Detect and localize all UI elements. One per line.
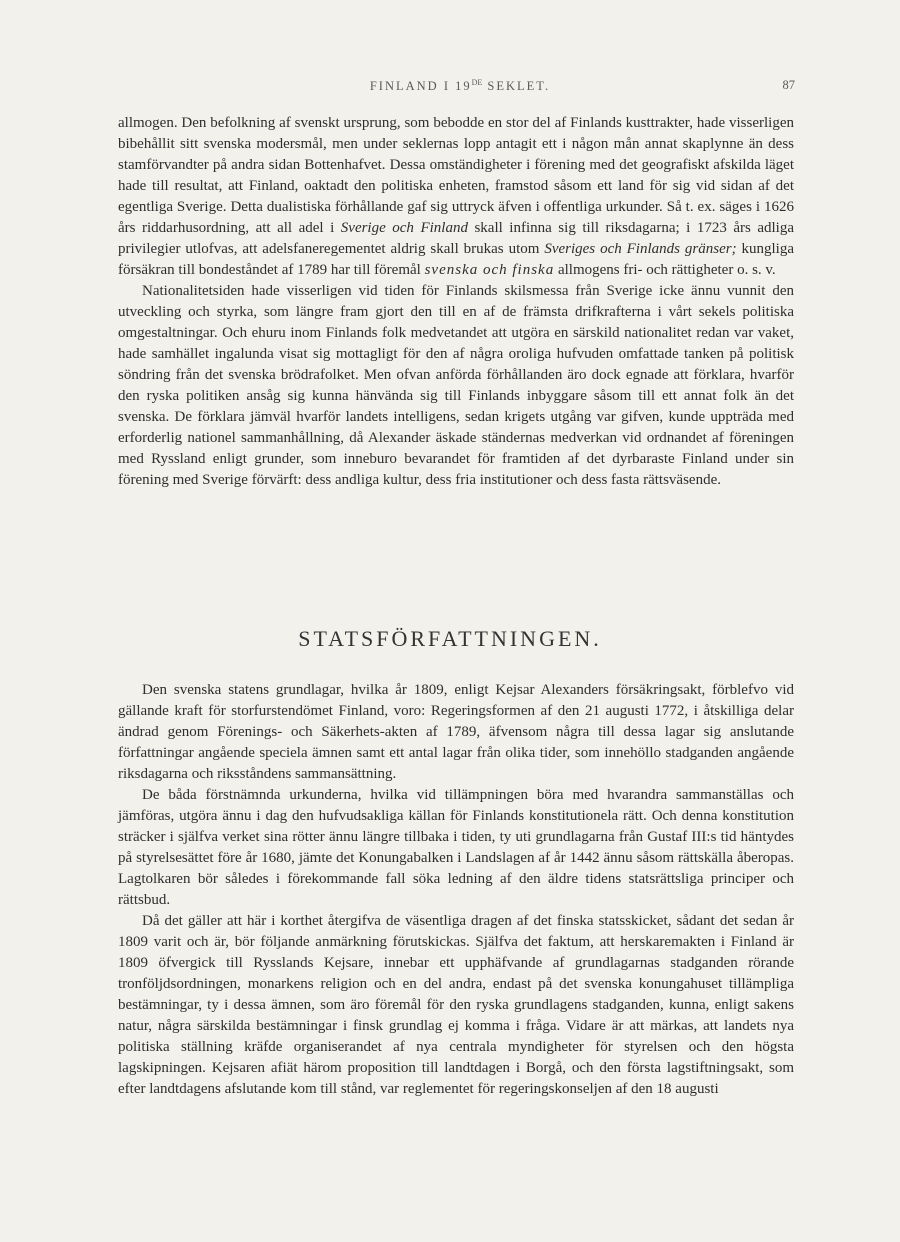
- running-head: [125, 78, 795, 102]
- paragraph-4: De båda förstnämnda urkunderna, hvilka vid tillämpningen böra med hvarandra sammanställas och jämföras, utgöra ännu i dag den hufvudsakliga källan för Finlands konstitutionela rätt. Och denna konstitution sträcker i själfva verket sina rötter ännu längre tillbaka i tiden, ty uti grundlagarna från Gustaf III:s tid häntydes på styrelsesättet före år 1680, jämte det Konungabalken i Landslagen af år 1442 ännu såsom rättskälla åberopas. Lagtolkaren bör således i förekommande fall söka ledning af den äldre tidens statsrättsliga principer och rättsbud.: [118, 787, 794, 908]
- running-head-title: [125, 78, 795, 94]
- paragraph-5: Då det gäller att här i korthet återgifva de väsentliga dragen af det finska statsskicket, sådant det sedan år 1809 varit och är, bör följande anmärkning förutskickas. Själfva det faktum, att herskaremakten i Finland är 1809 öfvergick till Rysslands Kejsare, innebar ett upphäfvande af grundlagarnas stadganden rörande tronföljdsordningen, monarkens religion och en del andra, endast på det svenska konungahuset tillämpliga bestämningar, ty i dessa ämnen, som äro föremål för den ryska grundlagens stadganden, kunna, enligt sakens natur, några särskilda bestämningar i finsk grundlag ej komma i fråga. Vidare är att märkas, att landets nya politiska ställning kräfde organiserandet af nya centrala myndigheter för styrelsen och den högsta lagskipningen. Kejsaren afiät härom proposition till landtdagen i Borgå, och den första lagstiftningsakt, som efter landtdagens afslutande kom till stånd, var reglementet för regeringskonseljen af den 18 augusti: [118, 913, 794, 1097]
- italic-svenska-och-finska: svenska och finska: [424, 262, 555, 278]
- paragraph-2: Nationalitetsiden hade visserligen vid tiden för Finlands skilsmessa från Sverige icke ännu vunnit den utveckling och styrka, som längre fram gjort den till en af de främsta drifkrafterna i vårt sekels politiska omgestaltningar. Och ehuru inom Finlands folk medvetandet att utgöra en särskild nationalitet redan var vaket, hade samhället ingalunda visat sig mottagligt för den af några oroliga hufvuden omfattade tanken på politisk söndring från det svenska brödrafolket. Men ofvan anförda förhållanden äro dock egnade att förklara, hvarför den ryska politiken ansåg sig kunna hänvända sig till Finlands inbyggare såsom till ett annat folk än det svenska. De förklara jämväl hvarför landets intelligens, sedan krigets utgång var gifven, kunde uppträda med erforderlig nationel sammanhållning, då Alexander äskade ständernas medverkan vid ordnandet af föreningen med Ryssland enligt grunder, som inneburo bevarandet för framtiden af det dyrbaraste Finland under sin förening med Sverige förvärft: dess andliga kultur, dess fria institutioner och dess fasta rättsväsende.: [118, 283, 794, 488]
- running-head-title-suffix: SEKLET.: [482, 79, 551, 94]
- paragraph-3: Den svenska statens grundlagar, hvilka år 1809, enligt Kejsar Alexanders försäkringsakt, förblefvo vid gällande kraft för storfurstendömet Finland, voro: Regeringsformen af den 21 augusti 1772, i åtskilliga delar ändrad genom Förenings- och Säkerhets-akten af 1789, äfvensom några till dessa lagar sig anslutande författningar angående speciela ämnen samt ett antal lagar från olika tider, som innehöllo stadganden angående riksdagarna och riksståndens sammansättning.: [118, 682, 794, 782]
- section-intro: [118, 113, 794, 491]
- page-number: 87: [782, 78, 795, 92]
- paragraph-1-text-c: skall infinna sig till riksdagarna; i 1723 års adliga privilegier utlofvas, att adelsfaneregementet aldrig skall brukas utom: [118, 220, 795, 257]
- section-heading: STATSFÖRFATTNINGEN.: [298, 626, 602, 651]
- paragraph-1-text-a: allmogen. Den befolkning af svenskt ursprung, som bebodde en stor del af Finlands kusttrakter, hade visserligen bibehållit sitt svenska modersmål, men under seklernas lopp antagit ett i någon mån annat skaplynne än dess stamförvandter på andra sidan Bottenhafvet. Dessa omständigheter i förening med det geografiskt afskilda läget hade till resultat, att Finland, oaktadt den politiska enheten, framstod såsom ett land för sig vid sidan af det egentliga Sverige. Detta dualistiska förhållande gaf sig uttryck äfven i offentliga urkunder. Så t. ex. säges i 1626 års riddarhusordning, att all adel i: [118, 115, 794, 236]
- paragraph-1: [118, 113, 794, 281]
- italic-sveriges-och-finlands: Sveriges och Finlands gränser;: [544, 241, 737, 257]
- running-head-superscript: DE: [471, 78, 483, 87]
- running-head-title-text: FINLAND I 19: [369, 79, 472, 94]
- paragraph-1-text-g: allmogens fri- och rättigheter o. s. v.: [554, 262, 776, 278]
- section-statsforfattningen: [118, 680, 794, 1100]
- paragraph-1-text-e: kungliga försäkran till bondeståndet af 1789 har till föremål: [118, 241, 794, 278]
- italic-sverige-och-finland: Sverige och Finland: [340, 220, 468, 236]
